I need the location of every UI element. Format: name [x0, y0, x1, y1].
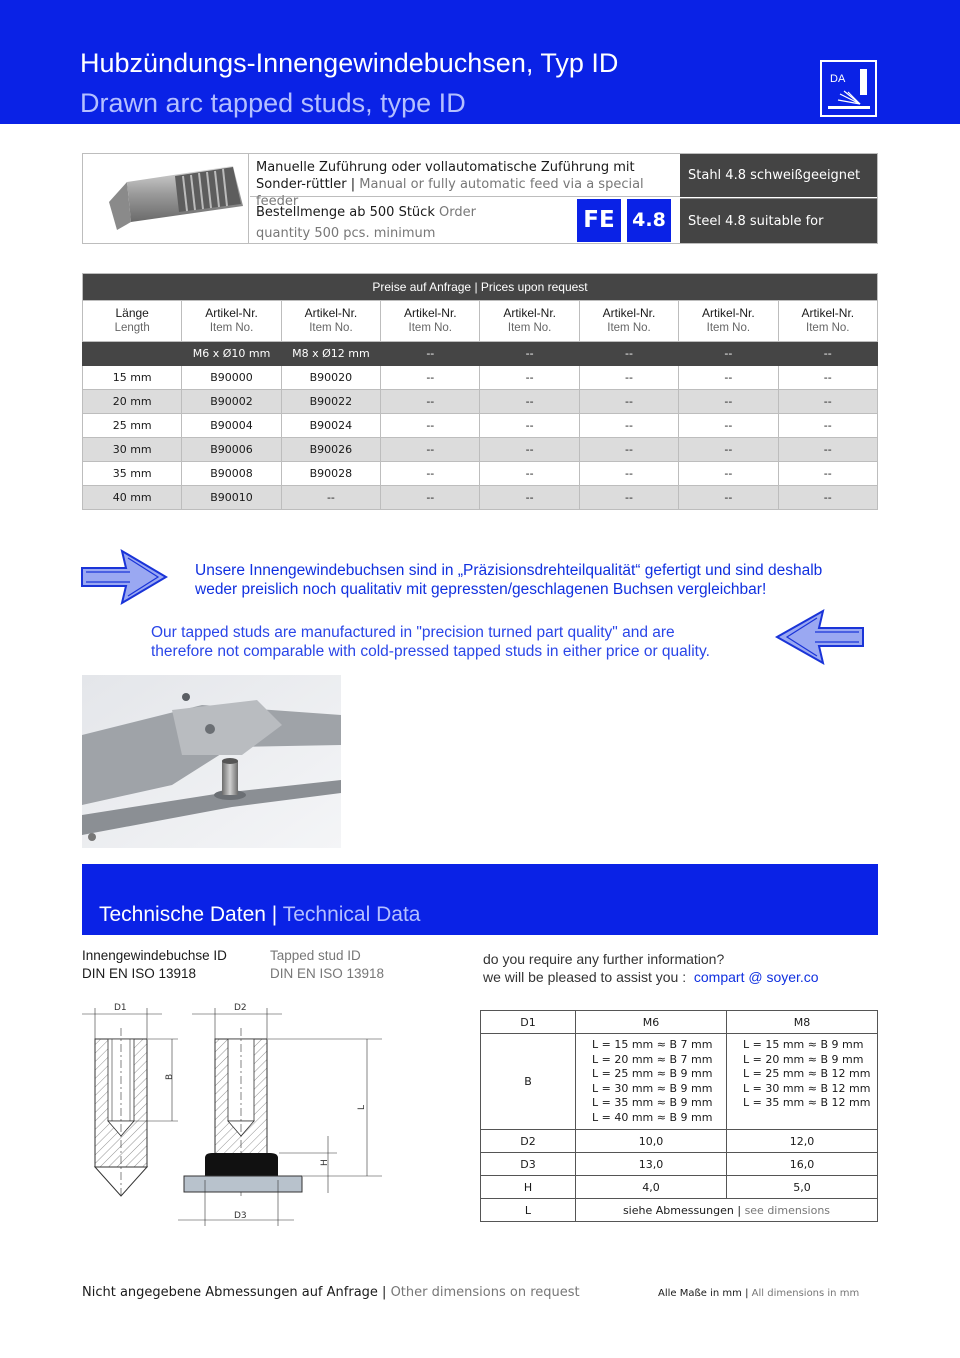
footer-note-right: Alle Maße in mm | All dimensions in mm [658, 1288, 860, 1299]
label-h: H [320, 1159, 330, 1166]
stud-section-right [178, 1003, 382, 1226]
table-row: D1 M6 M8 [481, 1011, 878, 1034]
material-badge-fe: FE [577, 199, 621, 242]
spec-en [270, 947, 384, 983]
header-cell: Länge Length [83, 301, 182, 342]
table-row: 35 mm B90008 B90028 -- -- -- -- -- [83, 462, 878, 486]
qty-en-2: quantity 500 pcs. minimum [256, 226, 436, 241]
technical-data-banner [82, 864, 878, 935]
technical-drawing [82, 998, 442, 1228]
header-cell: Artikel-Nr. Item No. [182, 301, 281, 342]
contact-email-link[interactable]: compart @ soyer.co [693, 969, 819, 985]
table-row: D3 13,0 16,0 [481, 1153, 878, 1176]
feed-en: Manual or fully automatic feed via a special feeder [256, 177, 644, 209]
header-cell: Artikel-Nr. Item No. [480, 301, 579, 342]
order-quantity [250, 198, 575, 243]
contact-info [483, 950, 819, 986]
table-row: D2 10,0 12,0 [481, 1130, 878, 1153]
spark-icon [836, 90, 862, 106]
application-photo [82, 675, 341, 848]
note-en-line-1: Our tapped studs are manufactured in "precision turned part quality" and are [151, 624, 675, 641]
base-plate-icon [828, 106, 870, 109]
table-row: B L = 15 mm ≈ B 7 mm L = 20 mm ≈ B 7 mm L = 25 mm ≈ B 9 mm L = 30 mm ≈ B 9 mm L = 35 mm ≈ B 9 mm L = 40 mm ≈ B 9 mm L = 15 mm ≈ B 9 mm L = 20 mm ≈ B 9 mm L = 25 mm ≈ B 12 mm L = 30 mm ≈ B 12 mm L = 35 mm ≈ B 12 mm [481, 1034, 878, 1130]
table-row: 40 mm B90010 -- -- -- -- -- -- [83, 486, 878, 510]
note-de-line-2: weder preislich noch qualitativ mit gepressten/geschlagenen Buchsen vergleichbar! [195, 581, 767, 598]
dimension-table [480, 1010, 878, 1222]
label-d2: D2 [234, 1003, 247, 1013]
qty-en-1: Order [439, 205, 476, 220]
precision-note-de [195, 561, 822, 599]
price-table [82, 273, 878, 510]
technical-data-title: Technische Daten | Technical Data [99, 903, 421, 926]
spec-name-en: Tapped stud ID [270, 948, 361, 963]
steel-de: Stahl 4.8 schweißgeeignet [680, 154, 877, 197]
header-cell: Artikel-Nr. Item No. [381, 301, 480, 342]
table-row: 20 mm B90002 B90022 -- -- -- -- -- [83, 390, 878, 414]
table-row: H 4,0 5,0 [481, 1176, 878, 1199]
spec-de [82, 947, 227, 983]
footer-note-left: Nicht angegebene Abmessungen auf Anfrage | Other dimensions on request [82, 1285, 580, 1300]
price-table-caption: Preise auf Anfrage | Prices upon request [83, 274, 878, 301]
price-table-header [83, 301, 878, 342]
table-row: 25 mm B90004 B90024 -- -- -- -- -- [83, 414, 878, 438]
product-image [83, 154, 249, 243]
spec-name-de: Innengewindebuchse ID [82, 948, 227, 963]
precision-note-en [151, 623, 710, 661]
table-row: 30 mm B90006 B90026 -- -- -- -- -- [83, 438, 878, 462]
header-cell: Artikel-Nr. Item No. [579, 301, 678, 342]
page-title: Hubzündungs-Innengewindebuchsen, Typ ID [80, 48, 619, 78]
da-logo-text: DA [830, 73, 846, 85]
size-row: M6 x Ø10 mm M8 x Ø12 mm -- -- -- -- -- [83, 342, 878, 366]
label-d3: D3 [234, 1211, 247, 1221]
feed-description [250, 154, 680, 209]
spec-norm-en: DIN EN ISO 13918 [270, 966, 385, 981]
qty-de: Bestellmenge ab 500 Stück [256, 205, 435, 220]
stud-section-left [82, 1003, 178, 1198]
note-en-line-2: therefore not comparable with cold-pressed tapped studs in either price or quality. [151, 643, 710, 660]
header-banner [0, 0, 960, 124]
product-info-box [82, 153, 878, 274]
arrow-right-icon [80, 548, 170, 606]
label-b: B [165, 1073, 175, 1080]
l-note: siehe Abmessungen | see dimensions [576, 1199, 878, 1222]
page-subtitle: Drawn arc tapped studs, type ID [80, 88, 466, 118]
spec-norm-de: DIN EN ISO 13918 [82, 966, 197, 981]
note-de-line-1: Unsere Innengewindebuchsen sind in „Präzisionsdrehteilqualität“ gefertigt und sind deshalb [195, 562, 823, 579]
header-cell: Artikel-Nr. Item No. [281, 301, 380, 342]
label-l: L [357, 1104, 367, 1110]
label-d1: D1 [114, 1003, 127, 1013]
feed-de: Manuelle Zuführung oder vollautomatische Zuführung mit Sonder-rüttler [256, 160, 635, 192]
b-values-m6: L = 15 mm ≈ B 7 mm L = 20 mm ≈ B 7 mm L = 25 mm ≈ B 9 mm L = 30 mm ≈ B 9 mm L = 35 mm ≈ B 9 mm L = 40 mm ≈ B 9 mm [576, 1034, 727, 1130]
arrow-left-icon [773, 608, 865, 666]
contact-line-1: do you require any further information? [483, 951, 725, 967]
table-row: 15 mm B90000 B90020 -- -- -- -- -- [83, 366, 878, 390]
feed-separator: | [346, 177, 360, 192]
da-logo [820, 60, 877, 117]
contact-line-2: we will be pleased to assist you : [483, 969, 687, 985]
table-row: L siehe Abmessungen | see dimensions [481, 1199, 878, 1222]
b-values-m8: L = 15 mm ≈ B 9 mm L = 20 mm ≈ B 9 mm L = 25 mm ≈ B 12 mm L = 30 mm ≈ B 12 mm L = 35 mm ≈ B 12 mm [727, 1034, 878, 1130]
grade-badge: 4.8 [627, 199, 671, 242]
header-cell: Artikel-Nr. Item No. [778, 301, 877, 342]
header-cell: Artikel-Nr. Item No. [679, 301, 778, 342]
steel-en: Steel 4.8 suitable for welding [680, 198, 877, 243]
